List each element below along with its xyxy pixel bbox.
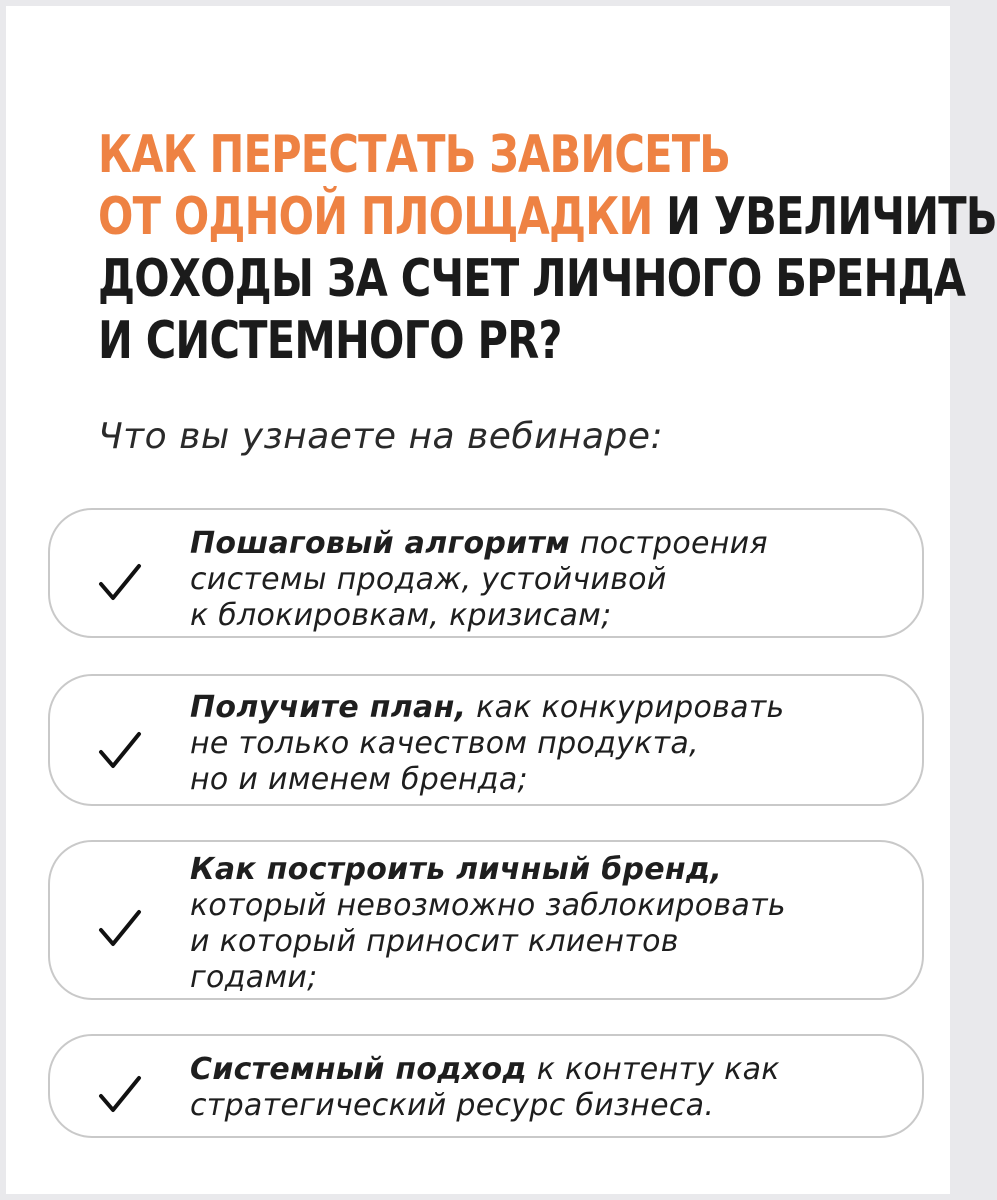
benefit-line-1-2: системы продаж, устойчивой — [190, 562, 667, 597]
title-line-4 — [98, 310, 738, 372]
title-accent-2: ОТ ОДНОЙ ПЛОЩАДКИ — [98, 187, 653, 247]
title-line-3 — [98, 248, 966, 310]
title-line-2 — [98, 186, 997, 248]
title-accent-1: КАК ПЕРЕСТАТЬ ЗАВИСЕТЬ — [98, 125, 731, 185]
checkmark-icon — [98, 562, 142, 606]
checkmark-icon — [98, 730, 142, 774]
benefit-line-3-4: годами; — [190, 960, 318, 995]
checkmark-icon — [98, 908, 142, 952]
slide-page — [6, 6, 997, 1194]
section-subtitle: Что вы узнаете на вебинаре: — [98, 416, 664, 457]
benefit-rest-2: как конкурировать — [466, 690, 785, 725]
benefit-rest-4: к контенту как — [526, 1052, 780, 1087]
benefit-rest-1: построения — [570, 526, 768, 561]
page-title — [98, 124, 997, 372]
title-dark-4: И СИСТЕМНОГО PR? — [98, 311, 562, 371]
benefit-text-4 — [190, 1052, 892, 1124]
benefit-line-2-2: не только качеством продукта, — [190, 726, 699, 761]
benefit-card-2 — [48, 674, 924, 806]
benefit-line-1-3: к блокировкам, кризисам; — [190, 598, 612, 633]
title-dark-2: И УВЕЛИЧИТЬ — [666, 187, 997, 247]
benefit-line-2-3: но и именем бренда; — [190, 762, 528, 797]
benefit-card-3 — [48, 840, 924, 1000]
benefit-card-4 — [48, 1034, 924, 1138]
benefit-line-3-2: который невозможно заблокировать — [190, 888, 786, 923]
title-dark-3: ДОХОДЫ ЗА СЧЕТ ЛИЧНОГО БРЕНДА — [98, 249, 966, 309]
benefit-line-4-2: стратегический ресурс бизнеса. — [190, 1088, 715, 1123]
benefit-bold-1: Пошаговый алгоритм — [190, 526, 570, 561]
benefit-text-3 — [190, 852, 892, 996]
benefit-bold-4: Системный подход — [190, 1052, 527, 1087]
benefit-card-1 — [48, 508, 924, 638]
benefit-line-3-3: и который приносит клиентов — [190, 924, 679, 959]
benefit-text-1 — [190, 526, 892, 634]
title-line-1 — [98, 124, 738, 186]
benefit-text-2 — [190, 690, 892, 798]
benefit-bold-3: Как построить личный бренд, — [190, 852, 723, 887]
checkmark-icon — [98, 1074, 142, 1118]
benefit-bold-2: Получите план, — [190, 690, 467, 725]
